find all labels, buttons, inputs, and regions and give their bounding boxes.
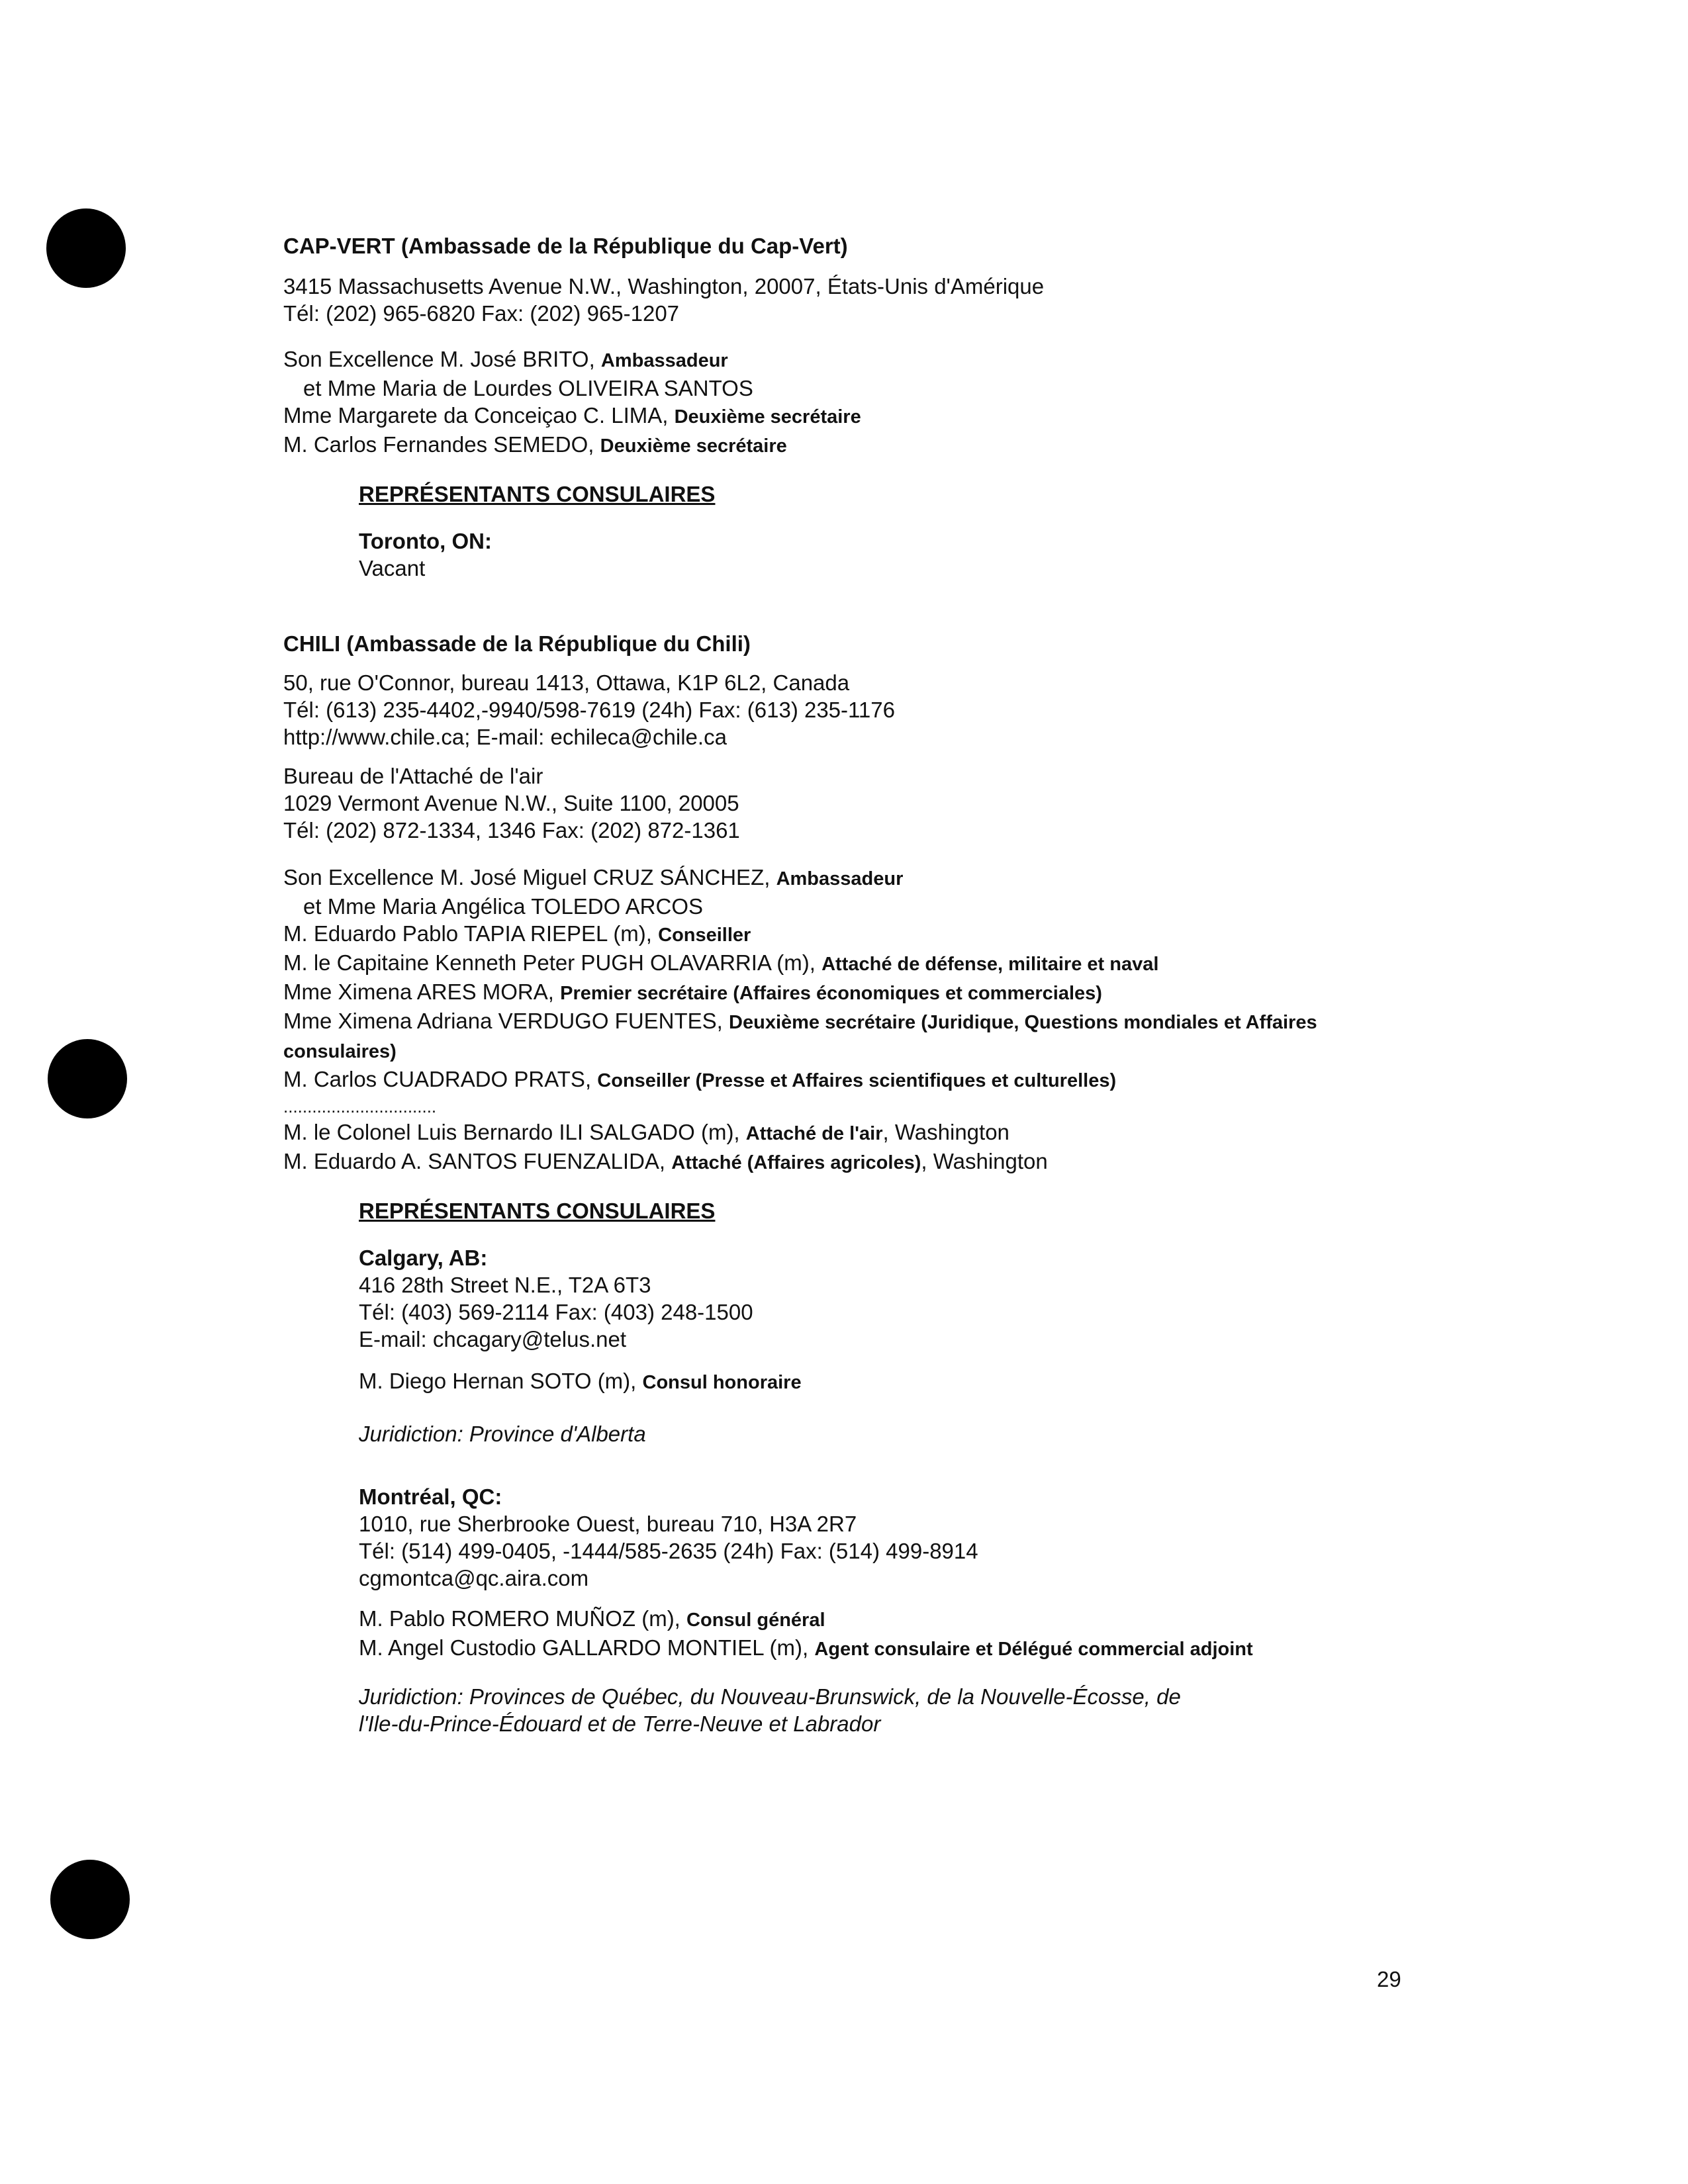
staff-entry: [283, 893, 1435, 920]
binder-hole: [48, 1039, 127, 1118]
staff-name: M. Eduardo Pablo TAPIA RIEPEL (m),: [283, 921, 659, 946]
staff-entry: [283, 978, 1435, 1007]
staff-name: M. Carlos Fernandes SEMEDO,: [283, 432, 600, 457]
staff-title: Ambassadeur: [776, 868, 904, 889]
staff-name: Son Excellence M. José Miguel CRUZ SÁNCHEZ,: [283, 865, 776, 889]
binder-hole: [50, 1860, 130, 1939]
staff-name: M. Eduardo A. SANTOS FUENZALIDA,: [283, 1149, 672, 1173]
document-page: [283, 232, 1435, 1737]
phone-line: Tél: (202) 965-6820 Fax: (202) 965-1207: [283, 301, 680, 326]
consulate-status: Vacant: [359, 556, 426, 580]
staff-title: Premier secrétaire (Affaires économiques et commerciales): [560, 983, 1102, 1004]
staff-name: M. Diego Hernan SOTO (m),: [359, 1369, 643, 1393]
staff-title: Agent consulaire et Délégué commercial adjoint: [814, 1639, 1253, 1660]
staff-name: Son Excellence M. José BRITO,: [283, 347, 601, 371]
jurisdiction-note: l'Ile-du-Prince-Édouard et de Terre-Neuve et Labrador: [359, 1711, 881, 1736]
staff-name: Mme Margarete da Conceiçao C. LIMA,: [283, 403, 675, 428]
staff-title: Attaché (Affaires agricoles): [671, 1152, 921, 1173]
staff-title: Consul honoraire: [642, 1372, 802, 1393]
office-line: Tél: (202) 872-1334, 1346 Fax: (202) 872-1361: [283, 818, 740, 842]
section-heading-cap-vert: CAP-VERT (Ambassade de la République du Cap-Vert): [283, 234, 848, 258]
staff-entry: [283, 402, 1435, 431]
staff-name: Mme Ximena Adriana VERDUGO FUENTES,: [283, 1009, 729, 1033]
staff-entry: [283, 431, 1435, 460]
consulate-city: Montréal, QC:: [359, 1484, 502, 1509]
staff-entry: [283, 1066, 1435, 1095]
staff-name: M. Carlos CUADRADO PRATS,: [283, 1067, 598, 1091]
staff-title: Deuxième secrétaire: [674, 406, 861, 428]
separator-dots: ................................: [283, 1097, 437, 1116]
staff-entry: [359, 1634, 1435, 1663]
section-heading-chili: CHILI (Ambassade de la République du Chili): [283, 631, 751, 656]
staff-entry: [283, 1007, 1435, 1066]
staff-title: Attaché de défense, militaire et naval: [821, 954, 1159, 975]
consular-heading: REPRÉSENTANTS CONSULAIRES: [359, 482, 716, 506]
staff-entry: [283, 920, 1435, 949]
address-line: 50, rue O'Connor, bureau 1413, Ottawa, K1P 6L2, Canada: [283, 670, 850, 695]
consulate-address-line: 416 28th Street N.E., T2A 6T3: [359, 1273, 651, 1297]
office-line: Bureau de l'Attaché de l'air: [283, 764, 543, 788]
staff-entry: [283, 1118, 1435, 1148]
consulate-phone-line: Tél: (514) 499-0405, -1444/585-2635 (24h) Fax: (514) 499-8914: [359, 1539, 978, 1563]
consulate-address-line: 1010, rue Sherbrooke Ouest, bureau 710, H3A 2R7: [359, 1512, 857, 1536]
staff-name: M. Pablo ROMERO MUÑOZ (m),: [359, 1606, 687, 1631]
staff-title: Deuxième secrétaire (Juridique, Questions mondiales et Affaires consulaires): [283, 1012, 1317, 1062]
consulate-city: Toronto, ON:: [359, 529, 492, 553]
staff-title: Conseiller (Presse et Affaires scientifiques et culturelles): [597, 1070, 1117, 1091]
consulate-email-line: E-mail: chcagary@telus.net: [359, 1327, 626, 1351]
office-line: 1029 Vermont Avenue N.W., Suite 1100, 20005: [283, 791, 739, 815]
staff-name: M. le Colonel Luis Bernardo ILI SALGADO (m),: [283, 1120, 746, 1144]
consulate-email-line: cgmontca@qc.aira.com: [359, 1566, 589, 1590]
staff-title: Consul général: [686, 1610, 825, 1631]
staff-name: et Mme Maria de Lourdes OLIVEIRA SANTOS: [303, 376, 753, 400]
staff-title: Attaché de l'air: [745, 1123, 883, 1144]
staff-entry: [283, 345, 1435, 375]
staff-name: M. le Capitaine Kenneth Peter PUGH OLAVARRIA (m),: [283, 950, 822, 975]
consulate-city: Calgary, AB:: [359, 1246, 488, 1270]
address-line: 3415 Massachusetts Avenue N.W., Washington, 20007, États-Unis d'Amérique: [283, 274, 1045, 298]
page-number: 29: [1377, 1967, 1401, 1991]
staff-location: , Washington: [882, 1120, 1009, 1144]
staff-title: Conseiller: [658, 925, 751, 946]
staff-entry: [283, 1148, 1435, 1177]
staff-name: Mme Ximena ARES MORA,: [283, 979, 561, 1004]
web-email-line: http://www.chile.ca; E-mail: echileca@chile.ca: [283, 725, 727, 749]
staff-title: Ambassadeur: [600, 350, 728, 371]
staff-entry: [283, 949, 1435, 978]
staff-entry: [283, 375, 1435, 402]
consular-heading: REPRÉSENTANTS CONSULAIRES: [359, 1199, 716, 1223]
binder-hole: [46, 208, 126, 288]
jurisdiction-note: Juridiction: Province d'Alberta: [359, 1422, 646, 1446]
jurisdiction-note: Juridiction: Provinces de Québec, du Nouveau-Brunswick, de la Nouvelle-Écosse, de: [359, 1684, 1181, 1709]
staff-title: Deuxième secrétaire: [600, 435, 787, 457]
phone-line: Tél: (613) 235-4402,-9940/598-7619 (24h) Fax: (613) 235-1176: [283, 698, 895, 722]
staff-name: et Mme Maria Angélica TOLEDO ARCOS: [303, 894, 704, 919]
staff-entry: [283, 864, 1435, 893]
consulate-phone-line: Tél: (403) 569-2114 Fax: (403) 248-1500: [359, 1300, 753, 1324]
staff-location: , Washington: [921, 1149, 1048, 1173]
staff-name: M. Angel Custodio GALLARDO MONTIEL (m),: [359, 1635, 815, 1660]
staff-entry: [359, 1605, 1435, 1634]
staff-entry: [359, 1367, 1435, 1396]
